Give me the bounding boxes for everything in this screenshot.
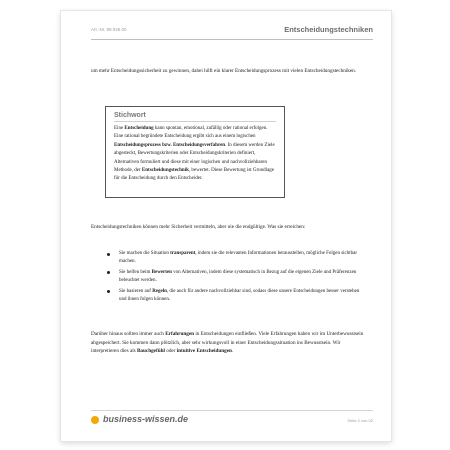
- text-run: um mehr Entscheidungssicherheit zu gewinnen, dabei hilft ein klarer Entscheidungsprozess mit vielen Entscheidungstechniken.: [91, 68, 357, 74]
- bullet-text: [119, 289, 359, 302]
- text-run: Darüber hinaus sollten immer auch: [91, 331, 166, 337]
- text-run: Sie machen die Situation: [119, 251, 171, 256]
- bullet-item: [105, 288, 367, 305]
- bullet-list: [105, 250, 367, 306]
- bold-term: Entscheidung: [124, 126, 154, 131]
- text-run: Entscheidungstechniken können mehr Sicherheit vermitteln, aber nie die endgültige. Was sie erreichen:: [91, 224, 306, 230]
- lead-paragraph: [91, 223, 367, 232]
- bold-term: transparent: [170, 251, 196, 256]
- document-page: [61, 11, 391, 441]
- bold-term: Regeln: [152, 288, 167, 294]
- bullet-dot-icon: [107, 271, 110, 274]
- text-run: kann spontan, emotional, zufällig oder rational erfolgen. Eine rational begründete Entscheidung ergibt sich aus einem logischen: [114, 126, 268, 140]
- text-run: oder: [164, 348, 177, 355]
- bold-term: intuitive Entscheidungen: [176, 348, 232, 355]
- text-run: Eine: [114, 126, 125, 131]
- page-header: [91, 27, 373, 40]
- brand-logo-text: business-wissen.de: [103, 414, 189, 424]
- intro-paragraph: [91, 67, 367, 76]
- text-run: , indem sie die relevanten Informationen herausstellen, mögliche Folgen sichtbar machen.: [119, 251, 358, 265]
- bullet-text: [119, 251, 357, 264]
- bold-term: Bewerten: [151, 269, 172, 275]
- stichwort-box: [105, 106, 285, 198]
- text-run: .: [231, 348, 234, 355]
- text-run: Sie helfen beim: [119, 269, 152, 275]
- text-run: , bewertet. Diese Bewertung ist Grundlage für die Entscheidung durch den Entscheider.: [114, 168, 275, 182]
- stichwort-title: Stichwort: [114, 112, 276, 122]
- bullet-text: [119, 270, 356, 283]
- text-run: , die auch für andere nachvollziehbar sind, sodass diese unsere Entscheidungen besser verstehen und ihnen folgen können.: [119, 288, 360, 303]
- text-run: in Entscheidungen einfließen. Viele Erfahrungen haben wir im Unterbewusstsein abgespeichert. Sie kommen dann plötzlich, aber sehr wirkungsvoll in einer Entscheidungssituation ins Bewusstsein. Wir interpretieren dies als: [91, 331, 364, 355]
- page-number: Seite 2 von 02: [347, 418, 373, 423]
- page-footer: [91, 410, 373, 427]
- text-run: . In diesem werden Ziele abgesteckt, Bewertungskriterien oder Entscheidungskriterien definiert, Alternativen formuliert und diese mit einer logischen und nachvollziehbaren Methode, der: [114, 142, 275, 174]
- bold-term: Bauchgefühl: [136, 348, 165, 355]
- stichwort-text: [114, 125, 276, 184]
- bold-term: Erfahrungen: [165, 331, 195, 337]
- text-run: von Alternativen, indem diese systematisch in Bezug auf die eigenen Ziele und Präferenzen beleuchtet werden.: [119, 269, 357, 284]
- document-title: Entscheidungstechniken: [284, 25, 373, 34]
- bullet-dot-icon: [107, 253, 110, 256]
- bullet-item: [105, 250, 367, 267]
- text-run: Sie basieren auf: [119, 288, 153, 294]
- logo-dot-icon: [91, 416, 99, 424]
- bullet-dot-icon: [107, 290, 110, 293]
- bold-term: Entscheidungsprozess bzw. Entscheidungsverfahren: [114, 142, 226, 148]
- outro-paragraph: [91, 330, 367, 356]
- article-number: Art.-Nr. 99.026.00: [91, 27, 127, 32]
- bold-term: Entscheidungstechnik: [141, 168, 189, 174]
- bullet-item: [105, 269, 367, 286]
